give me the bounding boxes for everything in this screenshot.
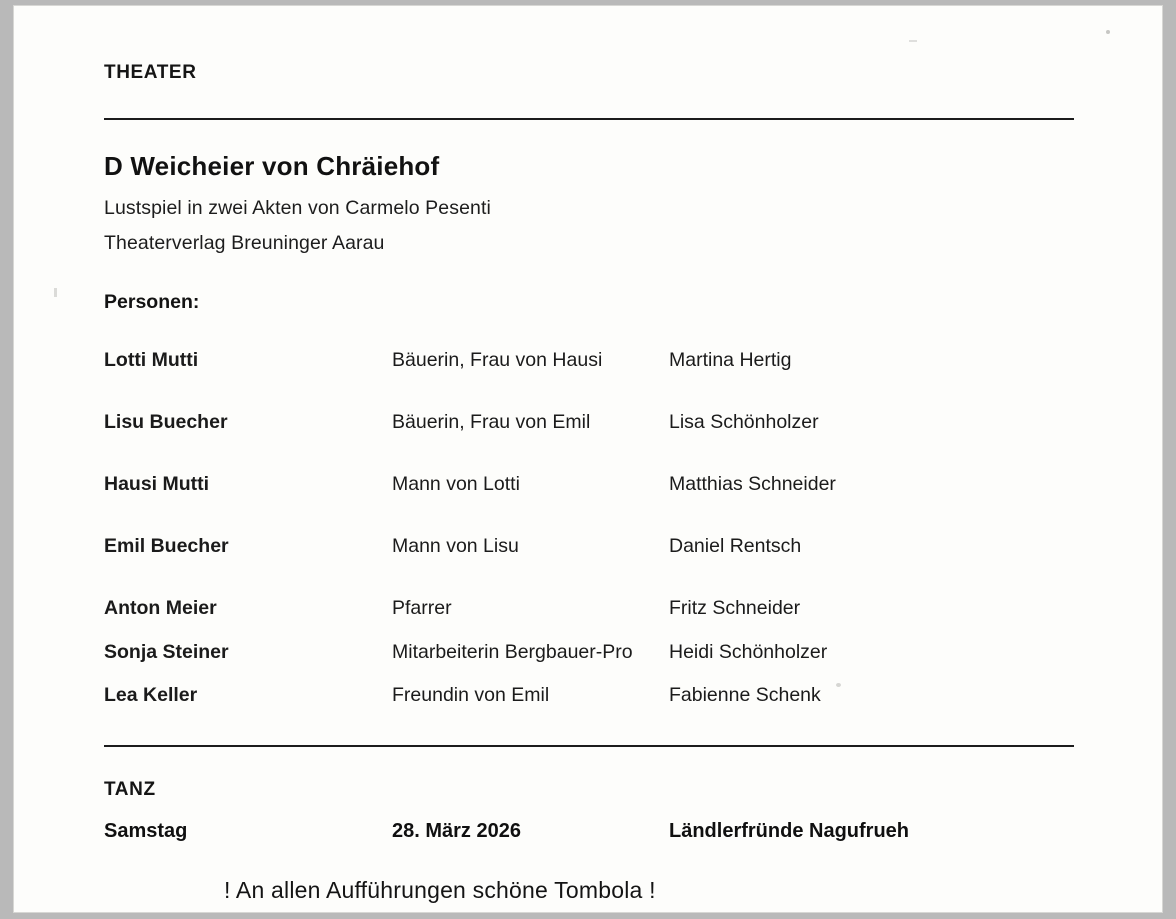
- cast-table: [104, 349, 1074, 707]
- cast-description: Bäuerin, Frau von Emil: [392, 411, 591, 433]
- cast-description: Freundin von Emil: [392, 684, 550, 706]
- cast-actor: Martina Hertig: [669, 349, 792, 371]
- cast-description: Mann von Lotti: [392, 473, 520, 495]
- page-surface: [14, 6, 1162, 912]
- table-row: [104, 535, 1074, 558]
- cast-actor: Fabienne Schenk: [669, 684, 821, 706]
- cast-role: Lea Keller: [104, 684, 198, 706]
- cast-actor: Matthias Schneider: [669, 473, 836, 495]
- cast-description: Mitarbeiterin Bergbauer-Pro: [392, 641, 633, 663]
- cast-actor: Heidi Schönholzer: [669, 641, 828, 663]
- cast-description: Bäuerin, Frau von Hausi: [392, 349, 603, 371]
- cast-role: Lisu Buecher: [104, 411, 228, 433]
- cast-role: Anton Meier: [104, 597, 217, 619]
- dance-section-kicker: TANZ: [104, 779, 156, 800]
- scanned-page: [14, 6, 1162, 912]
- cast-role: Hausi Mutti: [104, 473, 210, 495]
- scan-artifact-speck: [54, 288, 57, 297]
- dance-date: 28. März 2026: [392, 820, 521, 842]
- table-row: [104, 473, 1074, 496]
- cast-actor: Lisa Schönholzer: [669, 411, 819, 433]
- cast-actor: Fritz Schneider: [669, 597, 801, 619]
- dance-band: Ländlerfründe Nagufrueh: [669, 820, 910, 842]
- table-row: [104, 411, 1074, 434]
- cast-heading: Personen:: [104, 291, 200, 313]
- table-row: [104, 820, 1074, 843]
- dance-info-table: [104, 820, 1074, 843]
- table-row: [104, 641, 1074, 664]
- play-title: D Weicheier von Chräiehof: [104, 151, 440, 181]
- scan-artifact-speck: [1106, 30, 1110, 34]
- table-row: [104, 597, 1074, 620]
- dance-day: Samstag: [104, 820, 188, 842]
- cast-role: Lotti Mutti: [104, 349, 199, 371]
- cast-actor: Daniel Rentsch: [669, 535, 802, 557]
- play-subtitle-genre-author: Lustspiel in zwei Akten von Carmelo Pesenti: [104, 197, 491, 219]
- play-publisher: Theaterverlag Breuninger Aarau: [104, 232, 385, 254]
- table-row: [104, 349, 1074, 372]
- theater-section-kicker: THEATER: [104, 62, 197, 83]
- document-content: [104, 6, 1074, 904]
- cast-description: Mann von Lisu: [392, 535, 519, 557]
- table-row: [104, 684, 1074, 707]
- cast-role: Emil Buecher: [104, 535, 229, 557]
- cast-role: Sonja Steiner: [104, 641, 229, 663]
- cast-description: Pfarrer: [392, 597, 452, 619]
- tombola-note: ! An allen Aufführungen schöne Tombola !: [224, 877, 656, 903]
